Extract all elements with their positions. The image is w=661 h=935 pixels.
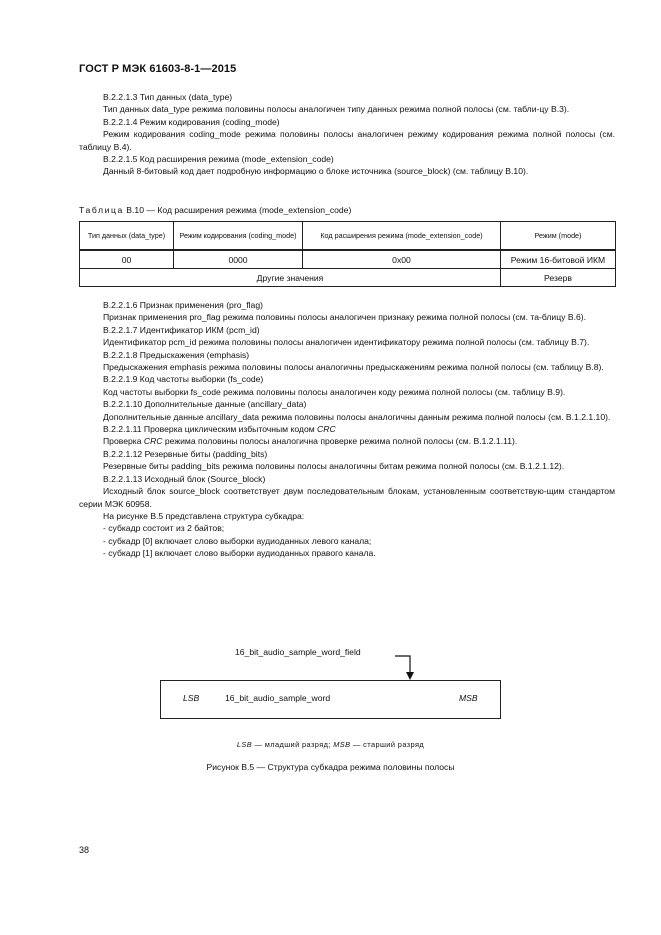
section-heading: B.2.2.1.11 Проверка циклическим избыточным кодом CRC — [103, 424, 336, 435]
section-text: Тип данных data_type режима половины полосы аналогичен типу данных режима полной полосы (см. табли-цу В.3). — [103, 104, 570, 115]
pointer-arrow-icon — [390, 650, 420, 682]
section-heading: B.2.2.1.12 Резервные биты (padding_bits) — [103, 448, 268, 459]
section-text: Идентификатор pcm_id режима половины полосы аналогичен идентификатору режима полной полосы (см. таблицу В.7). — [103, 337, 590, 348]
table-row — [80, 250, 616, 269]
section-heading: B.2.2.1.10 Дополнительные данные (ancillary_data) — [103, 399, 307, 410]
section-text: Исходный блок source_block соответствует двум последовательным блокам, установленным соответствую-щим стандартом серии МЭК 60958. — [79, 486, 615, 509]
table-cell: 0000 — [174, 250, 303, 269]
section-heading: B.2.2.1.7 Идентификатор ИКМ (pcm_id) — [103, 324, 260, 335]
table-header-cell: Режим (mode) — [501, 222, 616, 251]
body-text-bottom — [79, 299, 615, 560]
list-item: - субкадр состоит из 2 байтов; — [103, 523, 225, 534]
table-cell: 00 — [80, 250, 174, 269]
subframe-list — [79, 522, 615, 559]
mode-extension-table — [79, 221, 616, 287]
figure-caption: Рисунок В.5 — Структура субкадра режима половины полосы — [206, 762, 455, 772]
section-text: Дополнительные данные ancillary_data режима половины полосы аналогичны данным режима полной полосы (см. В.1.2.1.10). — [103, 411, 611, 422]
section-heading: B.2.2.1.13 Исходный блок (Source_block) — [103, 473, 266, 484]
figure-field-label: 16_bit_audio_sample_word_field — [235, 647, 361, 657]
section-heading: B.2.2.1.9 Код частоты выборки (fs_code) — [103, 374, 264, 385]
table-row — [80, 269, 616, 287]
section-text: Режим кодирования coding_mode режима половины полосы аналогичен режиму кодирования режима полной полосы (см. таблицу В.4). — [79, 129, 615, 152]
table-header-cell: Код расширения режима (mode_extension_code) — [303, 222, 501, 251]
list-item: - субкадр [0] включает слово выборки аудиоданных левого канала; — [103, 535, 372, 546]
table-header-row — [80, 222, 616, 251]
section-heading: B.2.2.1.6 Признак применения (pro_flag) — [103, 300, 263, 310]
subframe-diagram-box — [160, 680, 501, 719]
figure-intro: На рисунке В.5 представлена структура субкадра: — [103, 510, 305, 521]
list-item: - субкадр [1] включает слово выборки аудиоданных правого канала. — [103, 548, 376, 559]
section-text: Признак применения pro_flag режима половины полосы аналогичен признаку режима полной полосы (см. та-блицу В.6). — [103, 312, 586, 323]
section-text: Предыскажения emphasis режима половины полосы аналогичны предыскажениям режима полной полосы (см. таблицу В.8). — [103, 362, 604, 373]
section-text: Резервные биты padding_bits режима половины полосы аналогичны битам режима полной полосы (см. В.1.2.1.12). — [103, 461, 565, 472]
table-caption: Таблица В.10 — Код расширения режима (mode_extension_code) — [79, 205, 352, 215]
table-cell: 0x00 — [303, 250, 501, 269]
figure-note: LSB — младший разряд; MSB — старший разряд — [236, 740, 425, 749]
table-cell: Режим 16-битовой ИКМ — [501, 250, 616, 269]
page-number: 38 — [79, 845, 90, 855]
section-heading: B.2.2.1.4 Режим кодирования (coding_mode) — [103, 116, 280, 127]
sample-word-label: 16_bit_audio_sample_word — [225, 693, 331, 703]
msb-label: MSB — [459, 693, 478, 703]
table-header-cell: Режим кодирования (coding_mode) — [174, 222, 303, 251]
section-text: Данный 8-битовый код дает подробную информацию о блоке источника (source_block) (см. таблицу В.10). — [103, 166, 529, 177]
section-text: Проверка CRC режима половины полосы аналогична проверке режима полной полосы (см. В.1.2.1.11). — [103, 436, 518, 447]
section-heading: B.2.2.1.8 Предыскажения (emphasis) — [103, 349, 250, 360]
lsb-label: LSB — [183, 693, 200, 703]
section-text: Код частоты выборки fs_code режима половины полосы аналогичен коду режима полной полосы (см. таблицу В.9). — [103, 386, 566, 397]
table-cell: Другие значения — [80, 269, 501, 287]
section-heading: B.2.2.1.5 Код расширения режима (mode_extension_code) — [103, 154, 334, 165]
body-text-top — [79, 91, 615, 178]
table-header-cell: Тип данных (data_type) — [80, 222, 174, 251]
document-header: ГОСТ Р МЭК 61603-8-1—2015 — [79, 63, 237, 75]
section-heading: B.2.2.1.3 Тип данных (data_type) — [103, 92, 233, 102]
table-cell: Резерв — [501, 269, 616, 287]
